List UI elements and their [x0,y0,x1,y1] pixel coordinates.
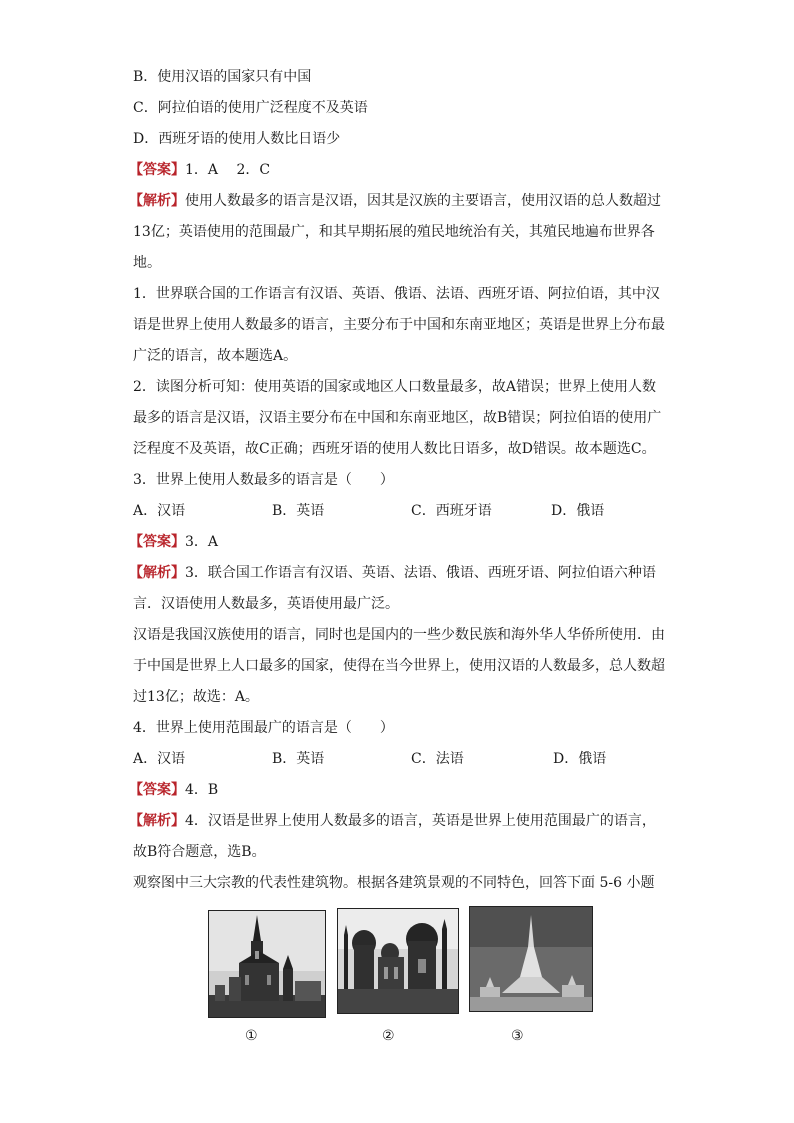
analysis-line: 故B符合题意，选B。 [133,844,266,860]
answer-3 [129,527,673,558]
question-3-options [133,496,673,527]
analysis-line: 语是世界上使用人数最多的语言，主要分布于中国和东南亚地区；英语是世界上分布最 [133,317,665,333]
analysis-line: 汉语是我国汉族使用的语言，同时也是国内的一些少数民族和海外华人华侨所使用．由 [133,627,665,643]
analysis-line: 1．世界联合国的工作语言有汉语、英语、俄语、法语、西班牙语、阿拉伯语，其中汉 [133,286,660,302]
option-a: A．汉语 [133,751,186,767]
option-c: C．法语 [411,751,464,767]
analysis-tag: 【解析】 [129,813,185,829]
option-d: D．俄语 [553,751,607,767]
answer-text: 4．B [185,782,219,798]
q2-option-d: D．西班牙语的使用人数比日语少 [133,131,341,147]
analysis-q1 [133,279,673,372]
mosque-photo [337,908,459,1014]
church-photo [208,910,326,1018]
analysis-line: 最多的语言是汉语，汉语主要分布在中国和东南亚地区，故B错误；阿拉伯语的使用广 [133,410,662,426]
answer-text: 1．A 2．C [185,162,271,178]
answer-tag: 【答案】 [129,534,185,550]
answer-tag: 【答案】 [129,782,185,798]
question-4-stem: 4．世界上使用范围最广的语言是（ ） [133,720,394,736]
pagoda-photo [469,906,593,1012]
figure-label-3: ③ [511,1028,524,1044]
analysis-4 [129,806,673,868]
analysis-line: 言．汉语使用人数最多，英语使用最广泛。 [133,596,399,612]
figure-label-1: ① [245,1028,258,1044]
analysis-tag: 【解析】 [129,193,185,209]
q2-option-c: C．阿拉伯语的使用广泛程度不及英语 [133,100,368,116]
answer-4 [129,775,673,806]
analysis-line: 使用人数最多的语言是汉语，因其是汉族的主要语言，使用汉语的总人数超过 [185,193,661,209]
question-3-stem: 3．世界上使用人数最多的语言是（ ） [133,472,394,488]
analysis-line: 于中国是世界上人口最多的国家，使得在当今世界上，使用汉语的人数最多，总人数超 [133,658,665,674]
option-b: B．英语 [272,503,325,519]
analysis-line: 13亿；英语使用的范围最广，和其早期拓展的殖民地统治有关，其殖民地遍布世界各 [133,224,655,240]
option-c: C．西班牙语 [411,503,492,519]
analysis-1-2 [129,186,673,279]
analysis-line: 4．汉语是世界上使用人数最多的语言，英语是世界上使用范围最广的语言， [185,813,656,829]
option-a: A．汉语 [133,503,186,519]
option-d: D．俄语 [551,503,605,519]
analysis-line: 泛程度不及英语，故C正确；西班牙语的使用人数比日语多，故D错误。故本题选C。 [133,441,656,457]
figure-label-2: ② [382,1028,395,1044]
answer-text: 3．A [185,534,219,550]
analysis-line: 地。 [133,255,161,271]
question-4-options [133,744,673,775]
intro-questions-5-6: 观察图中三大宗教的代表性建筑物。根据各建筑景观的不同特色，回答下面 5-6 小题 [133,875,655,891]
analysis-line: 3．联合国工作语言有汉语、英语、法语、俄语、西班牙语、阿拉伯语六种语 [185,565,656,581]
analysis-line: 2．读图分析可知：使用英语的国家或地区人口数量最多，故A错误；世界上使用人数 [133,379,657,395]
analysis-line: 广泛的语言，故本题选A。 [133,348,298,364]
analysis-tag: 【解析】 [129,565,185,581]
answer-tag: 【答案】 [129,162,185,178]
option-b: B．英语 [272,751,325,767]
analysis-line: 过13亿；故选：A。 [133,689,259,705]
analysis-3 [129,558,673,713]
document-body [129,62,673,899]
religious-buildings-figures [0,906,794,1056]
q2-option-b: B．使用汉语的国家只有中国 [133,69,312,85]
answer-1-2 [129,155,673,186]
analysis-q2 [133,372,673,465]
